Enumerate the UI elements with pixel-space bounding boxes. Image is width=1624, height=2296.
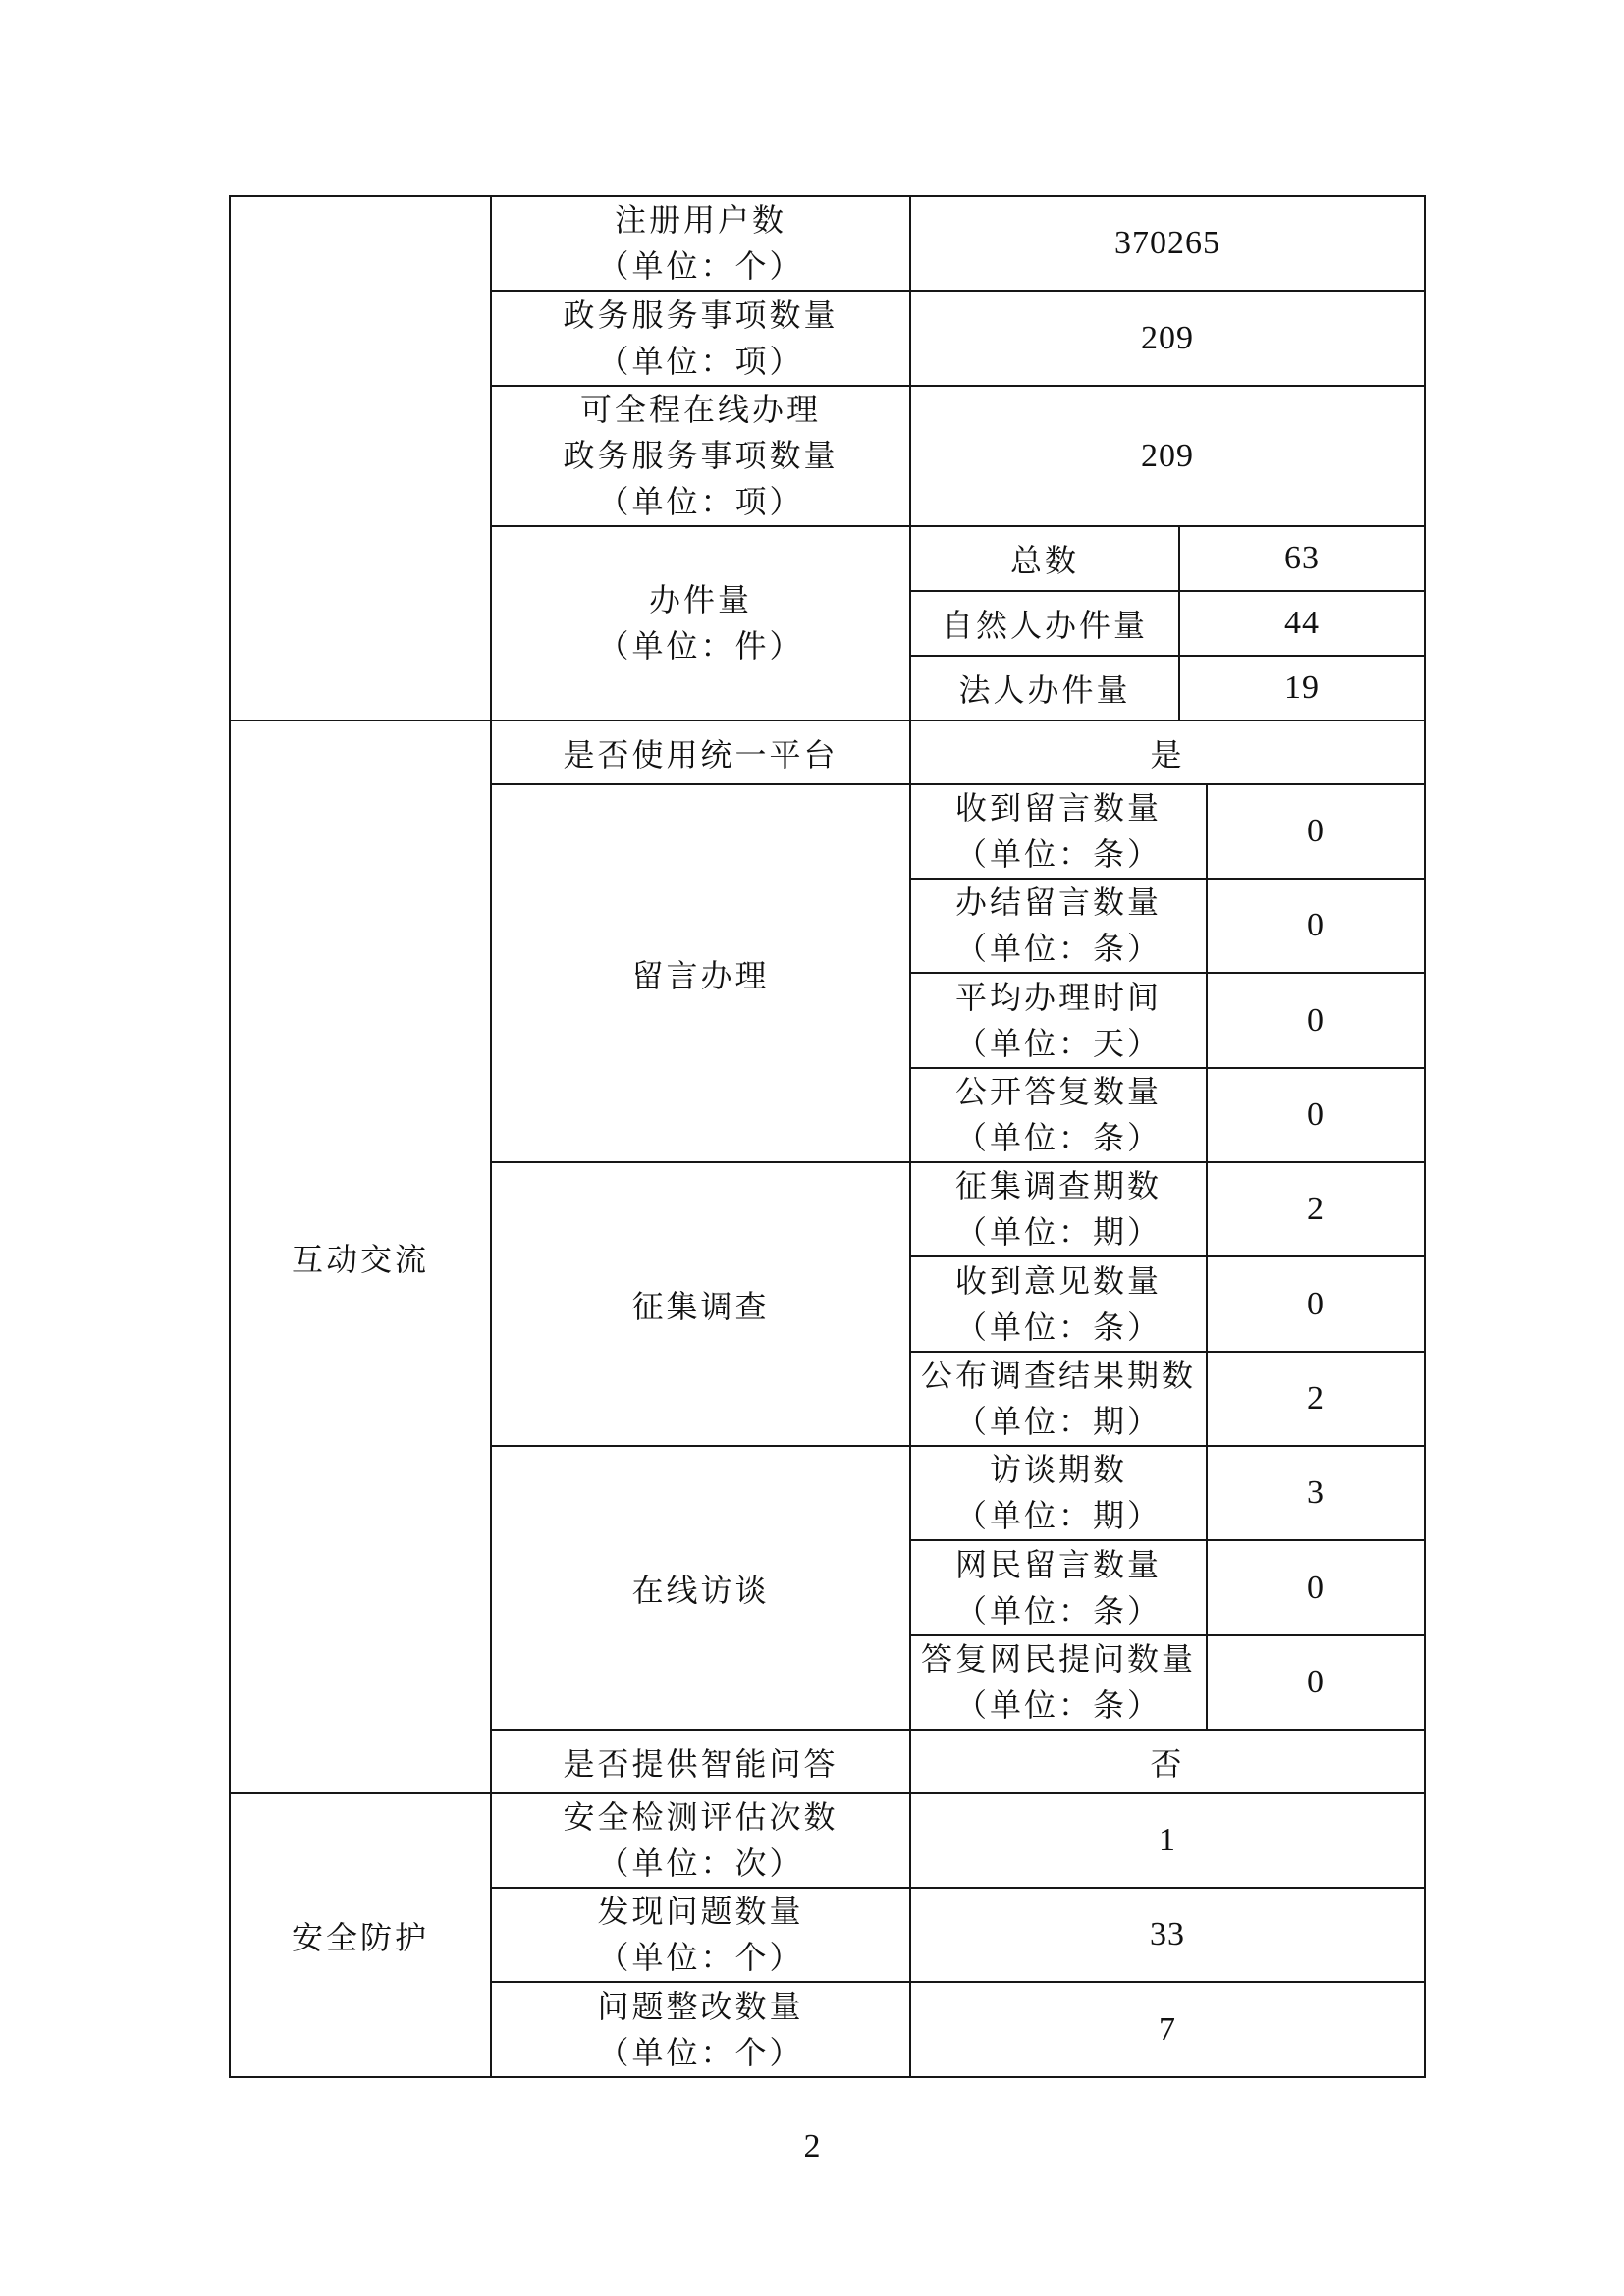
messages-received-label [910,784,1207,879]
unified-platform-label: 是否使用统一平台 [491,721,910,784]
unit-text: （单位：期） [954,1214,1162,1250]
case-volume-natural-value: 44 [1179,591,1425,656]
label-text: 政务服务事项数量 [563,296,839,333]
label-text: 发现问题数量 [597,1894,804,1929]
survey-label: 征集调查 [491,1162,910,1446]
unit-text: （单位：件） [597,628,804,664]
registered-users-value: 370265 [910,196,1425,291]
interview-label: 在线访谈 [491,1446,910,1730]
unit-text: （单位：项） [597,484,804,519]
case-volume-legal-value: 19 [1179,656,1425,721]
section1-category-cell [230,196,491,721]
unit-text: （单位：条） [954,931,1162,966]
label-text: 办结留言数量 [954,884,1162,920]
case-volume-total-value: 63 [1179,526,1425,591]
online-service-items-label [491,386,910,526]
problems-fixed-value: 7 [910,1982,1425,2077]
unit-text: （单位：项） [597,343,804,379]
label-text: 办件量 [648,582,752,617]
problems-found-value: 33 [910,1888,1425,1982]
avg-handling-time-value: 0 [1207,973,1425,1068]
unit-text: （单位：期） [954,1498,1162,1533]
label-text: 平均办理时间 [954,979,1162,1015]
problems-fixed-label [491,1982,910,2077]
unit-text: （单位：条） [954,836,1162,872]
unit-text: （单位：期） [954,1404,1162,1439]
unified-platform-value: 是 [910,721,1425,784]
unit-text: （单位：个） [597,1940,804,1975]
page-number: 2 [803,2128,821,2164]
interview-messages-value: 0 [1207,1540,1425,1635]
survey-periods-value: 2 [1207,1162,1425,1256]
label-text: 问题整改数量 [597,1988,804,2024]
online-service-items-value: 209 [910,386,1425,526]
registered-users-label [491,196,910,291]
section2-category-cell: 互动交流 [230,721,491,1793]
interview-periods-value: 3 [1207,1446,1425,1540]
label-text: 网民留言数量 [954,1546,1162,1582]
label-text: 安全检测评估次数 [563,1799,839,1835]
survey-opinions-value: 0 [1207,1256,1425,1352]
survey-periods-label [910,1162,1207,1256]
service-items-value: 209 [910,291,1425,386]
case-volume-natural-label: 自然人办件量 [910,591,1179,656]
problems-found-label [491,1888,910,1982]
security-checks-label [491,1793,910,1888]
report-table [229,195,1426,2078]
messages-completed-label [910,879,1207,973]
unit-text: （单位：个） [597,248,804,284]
unit-text: （单位：个） [597,2034,804,2070]
messages-received-value: 0 [1207,784,1425,879]
unit-text: （单位：条） [954,1687,1162,1723]
unit-text: （单位：次） [597,1845,804,1881]
label-text-line2: 政务服务事项数量 [563,438,839,473]
smart-qa-label: 是否提供智能问答 [491,1730,910,1793]
survey-opinions-label [910,1256,1207,1352]
public-replies-value: 0 [1207,1068,1425,1162]
label-text: 收到留言数量 [954,790,1162,826]
label-text: 征集调查期数 [954,1168,1162,1203]
label-text: 公布调查结果期数 [920,1358,1196,1393]
interview-replies-value: 0 [1207,1635,1425,1730]
service-items-label [491,291,910,386]
public-replies-label [910,1068,1207,1162]
interview-periods-label [910,1446,1207,1540]
case-volume-total-label: 总数 [910,526,1179,591]
interview-messages-label [910,1540,1207,1635]
case-volume-legal-label: 法人办件量 [910,656,1179,721]
label-text: 公开答复数量 [954,1074,1162,1109]
label-text-line1: 可全程在线办理 [579,392,821,427]
label-text: 答复网民提问数量 [920,1641,1196,1677]
label-text: 注册用户数 [614,202,786,238]
smart-qa-value: 否 [910,1730,1425,1793]
interview-replies-label [910,1635,1207,1730]
security-checks-value: 1 [910,1793,1425,1888]
message-handling-label: 留言办理 [491,784,910,1162]
label-text: 收到意见数量 [954,1262,1162,1299]
avg-handling-time-label [910,973,1207,1068]
case-volume-label [491,526,910,721]
unit-text: （单位：条） [954,1120,1162,1155]
unit-text: （单位：条） [954,1308,1162,1345]
messages-completed-value: 0 [1207,879,1425,973]
unit-text: （单位：天） [954,1025,1162,1061]
unit-text: （单位：条） [954,1592,1162,1629]
section3-category-cell: 安全防护 [230,1793,491,2077]
survey-published-value: 2 [1207,1352,1425,1446]
label-text: 访谈期数 [989,1452,1127,1487]
survey-published-label [910,1352,1207,1446]
